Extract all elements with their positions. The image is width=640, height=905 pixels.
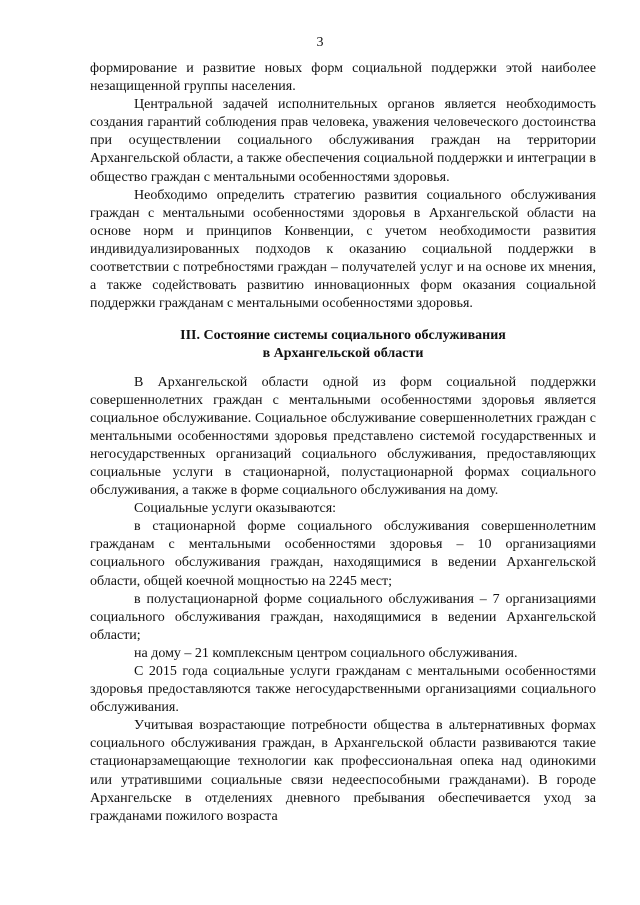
section-heading-line-2: в Архангельской области [262, 346, 424, 362]
paragraph: в полустационарной форме социального обслуживания – 7 организациями социального обслуживания граждан, находящимися в ведении Архангельской области; [90, 591, 596, 643]
spacer [90, 364, 596, 374]
paragraph: В Архангельской области одной из форм социальной поддержки совершеннолетних граждан с ментальными особенностями здоровья является социальное обслуживание. Социальное обслуживание совершеннолетних граждан с ментальными особенностями здоровья представлено системой государственных и негосударственных организаций социального обслуживания, предоставляющих социальные услуги в стационарной, полустационарной формах социального обслуживания, а также в форме социального обслуживания на дому. [90, 374, 596, 499]
paragraph: формирование и развитие новых форм социальной поддержки этой наиболее незащищенной группы населения. [90, 61, 596, 95]
page-number: 3 [316, 35, 324, 50]
paragraph: Необходимо определить стратегию развития социального обслуживания граждан с ментальными особенностями здоровья в Архангельской области на основе норм и принципов Конвенции, с учетом необходимости развития индивидуализированных подходов к оказанию социальной поддержки в соответствии с потребностями граждан – получателей услуг и на основе их мнения, а также содействовать развитию инновационных форм оказания социальной поддержки гражданам с ментальными особенностями здоровья. [90, 187, 596, 312]
paragraph: С 2015 года социальные услуги гражданам с ментальными особенностями здоровья предоставляются также негосударственными организациями социального обслуживания. [90, 664, 596, 716]
paragraph: Центральной задачей исполнительных органов является необходимость создания гарантий соблюдения прав человека, уважения человеческого достоинства при осуществлении социального обслуживания граждан на территории Архангельской области, а также обеспечения социальной поддержки и интеграции в общество граждан с ментальными особенностями здоровья. [90, 97, 596, 185]
spacer [90, 313, 596, 327]
section-heading-line-1: III. Состояние системы социального обслуживания [180, 328, 506, 344]
paragraph: Учитывая возрастающие потребности общества в альтернативных формах социального обслуживания граждан, в Архангельской области развиваются такие стационарзамещающие технологии как профессиональная опека над одинокими или утратившими социальные связи недееспособными гражданами). В городе Архангельске в отделениях дневного пребывания обеспечивается уход за гражданами пожилого возраста [90, 718, 596, 824]
paragraph: на дому – 21 комплексным центром социального обслуживания. [134, 645, 518, 661]
paragraph: в стационарной форме социального обслуживания совершеннолетним гражданам с ментальными особенностями здоровья – 10 организациями социального обслуживания граждан, находящимися в ведении Архангельской области, общей коечной мощностью на 2245 мест; [90, 519, 596, 589]
document-body [90, 60, 596, 826]
paragraph: Социальные услуги оказываются: [134, 501, 337, 517]
